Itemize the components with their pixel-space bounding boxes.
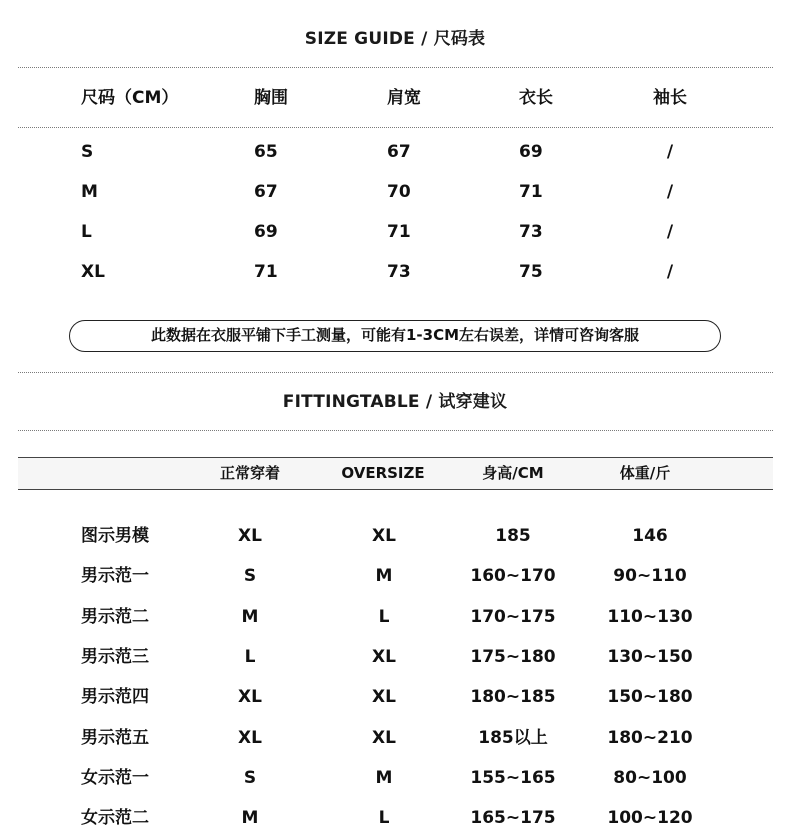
- cell-normal-fit: S: [243, 566, 257, 586]
- table-row: [0, 763, 790, 793]
- cell-sleeve: /: [666, 142, 674, 162]
- cell-size: S: [81, 142, 94, 162]
- cell-length: 73: [519, 222, 543, 242]
- cell-length: 71: [519, 182, 543, 202]
- header-sleeve: 袖长: [653, 88, 687, 108]
- cell-length: 69: [519, 142, 543, 162]
- cell-shoulder: 67: [387, 142, 411, 162]
- cell-oversize: M: [375, 566, 393, 586]
- header-length: 衣长: [519, 88, 553, 108]
- cell-weight: 100~120: [607, 808, 693, 828]
- cell-oversize: XL: [372, 687, 396, 707]
- cell-size: XL: [81, 262, 105, 282]
- cell-model: 女示范一: [81, 768, 149, 788]
- header-normal-fit: 正常穿着: [219, 464, 280, 482]
- cell-normal-fit: M: [241, 607, 259, 627]
- cell-weight: 90~110: [613, 566, 687, 586]
- cell-oversize: XL: [372, 526, 396, 546]
- cell-normal-fit: XL: [238, 687, 262, 707]
- cell-weight: 150~180: [607, 687, 693, 707]
- cell-size: L: [81, 222, 92, 242]
- size-table-header: [0, 83, 790, 113]
- cell-chest: 65: [254, 142, 278, 162]
- table-row: [0, 521, 790, 551]
- size-guide-title: SIZE GUIDE / 尺码表: [304, 29, 486, 49]
- cell-oversize: L: [378, 607, 390, 627]
- cell-shoulder: 70: [387, 182, 411, 202]
- cell-height: 160~170: [470, 566, 556, 586]
- cell-model: 男示范一: [81, 566, 149, 586]
- cell-weight: 146: [632, 526, 668, 546]
- table-row: [0, 217, 790, 247]
- cell-oversize: XL: [372, 647, 396, 667]
- cell-height: 180~185: [470, 687, 556, 707]
- cell-shoulder: 73: [387, 262, 411, 282]
- cell-sleeve: /: [666, 262, 674, 282]
- header-oversize: OVERSIZE: [341, 464, 425, 482]
- table-row: [0, 803, 790, 833]
- table-row: [0, 642, 790, 672]
- cell-shoulder: 71: [387, 222, 411, 242]
- header-shoulder: 肩宽: [387, 88, 421, 108]
- header-size: 尺码（CM）: [81, 88, 179, 108]
- header-chest: 胸围: [254, 88, 288, 108]
- cell-height: 185: [495, 526, 531, 546]
- table-row: [0, 561, 790, 591]
- divider: [18, 127, 773, 128]
- cell-weight: 180~210: [607, 728, 693, 748]
- header-weight: 体重/斤: [619, 464, 671, 482]
- fitting-table-header: [18, 457, 773, 490]
- cell-model: 图示男模: [81, 526, 149, 546]
- cell-size: M: [81, 182, 98, 202]
- cell-height: 185以上: [478, 728, 548, 748]
- cell-model: 女示范二: [81, 808, 149, 828]
- cell-model: 男示范二: [81, 607, 149, 627]
- header-height: 身高/CM: [482, 464, 544, 482]
- table-row: [0, 177, 790, 207]
- table-row: [0, 602, 790, 632]
- cell-chest: 71: [254, 262, 278, 282]
- divider: [18, 372, 773, 373]
- cell-model: 男示范五: [81, 728, 149, 748]
- cell-normal-fit: M: [241, 808, 259, 828]
- cell-weight: 130~150: [607, 647, 693, 667]
- cell-chest: 67: [254, 182, 278, 202]
- cell-normal-fit: XL: [238, 728, 262, 748]
- cell-sleeve: /: [666, 222, 674, 242]
- cell-length: 75: [519, 262, 543, 282]
- cell-oversize: XL: [372, 728, 396, 748]
- table-row: [0, 682, 790, 712]
- cell-height: 165~175: [470, 808, 556, 828]
- cell-chest: 69: [254, 222, 278, 242]
- cell-weight: 110~130: [607, 607, 693, 627]
- cell-sleeve: /: [666, 182, 674, 202]
- cell-normal-fit: L: [244, 647, 256, 667]
- measurement-note: 此数据在衣服平铺下手工测量，可能有1-3CM左右误差，详情可咨询客服: [69, 320, 721, 352]
- divider: [18, 430, 773, 431]
- cell-model: 男示范三: [81, 647, 149, 667]
- cell-oversize: M: [375, 768, 393, 788]
- cell-oversize: L: [378, 808, 390, 828]
- cell-weight: 80~100: [613, 768, 687, 788]
- cell-normal-fit: XL: [238, 526, 262, 546]
- table-row: [0, 137, 790, 167]
- divider: [18, 67, 773, 68]
- table-row: [0, 723, 790, 753]
- cell-normal-fit: S: [243, 768, 257, 788]
- cell-model: 男示范四: [81, 687, 149, 707]
- cell-height: 170~175: [470, 607, 556, 627]
- cell-height: 175~180: [470, 647, 556, 667]
- cell-height: 155~165: [470, 768, 556, 788]
- fitting-table-title: FITTINGTABLE / 试穿建议: [282, 392, 508, 412]
- table-row: [0, 257, 790, 287]
